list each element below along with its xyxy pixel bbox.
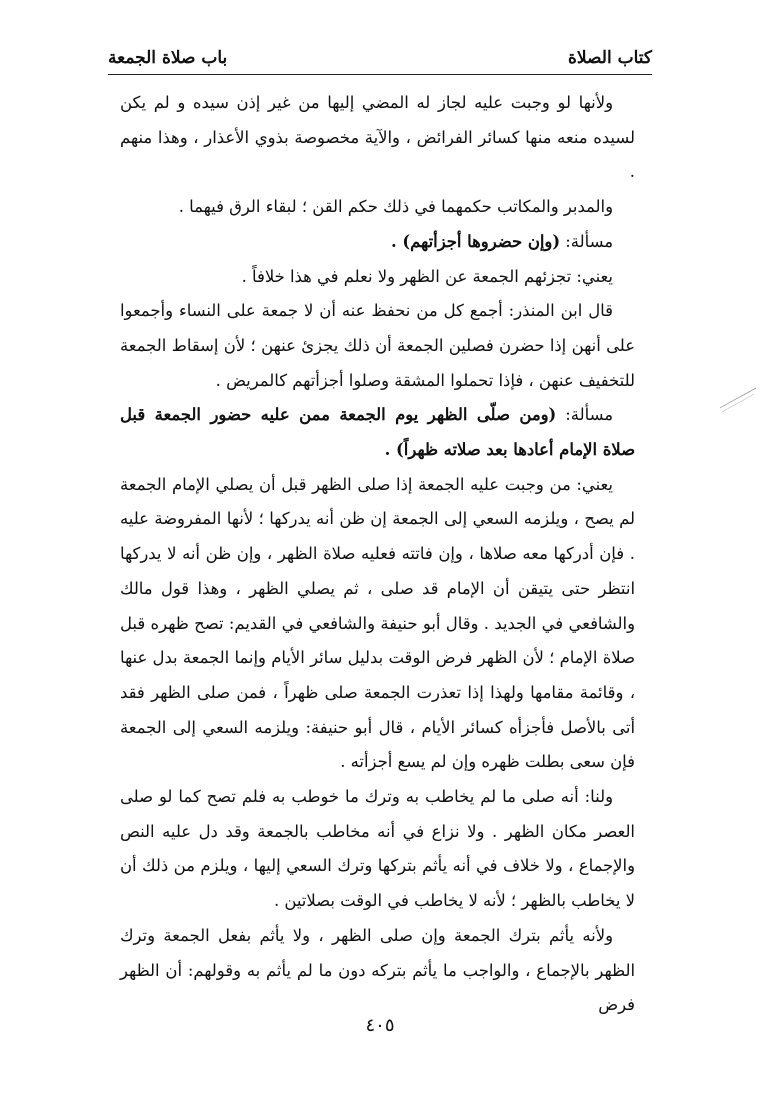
paragraph xyxy=(120,780,635,919)
paragraph-text: (وإن حضروها أجزأتهم) . xyxy=(390,231,561,251)
masala-heading xyxy=(120,225,635,260)
paragraph-text: قال ابن المنذر: أجمع كل من نحفظ عنه أن لا جمعة على النساء وأجمعوا على أنهن إذا حضرن فصلين الجمعة أن ذلك يجزئ عنهن ؛ لأن إسقاط الجمعة للتخفيف عنهن ، فإذا تحملوا المشقة وصلوا أجزأتهم كالمريض . xyxy=(120,301,635,390)
chapter-title: باب صلاة الجمعة xyxy=(108,48,228,68)
paragraph xyxy=(120,294,635,398)
paragraph-text: ولنا: أنه صلى ما لم يخاطب به وترك ما خوطب به فلم تصح كما لو صلى العصر مكان الظهر . ولا نزاع في أنه مخاطب بالجمعة وقد دل عليه النص والإجماع ، ولا خلاف في أنه يأثم بتركها وترك السعي إليها ، ويلزم من ذلك أن لا يخاطب بالظهر ؛ لأنه لا يخاطب في الوقت بصلاتين . xyxy=(120,787,635,911)
masala-label: مسألة: xyxy=(556,405,613,425)
running-header xyxy=(108,40,652,68)
paragraph xyxy=(120,190,635,225)
paragraph xyxy=(120,86,635,190)
book-title: كتاب الصلاة xyxy=(567,48,652,68)
page-number: ٤٠٥ xyxy=(365,1015,395,1036)
margin-pen-mark xyxy=(718,386,758,416)
paragraph-text: ولأنه يأثم بترك الجمعة وإن صلى الظهر ، ولا يأثم بفعل الجمعة وترك الظهر بالإجماع ، والواجب ما يأثم بتركه دون ما لم يأثم به وقولهم: أن الظهر فرض xyxy=(120,925,635,1015)
paragraph-text: (ومن صلّى الظهر يوم الجمعة ممن عليه حضور الجمعة قبل صلاة الإمام أعادها بعد صلاته ظهراً) . xyxy=(120,405,635,460)
paragraph-text: يعني: من وجبت عليه الجمعة إذا صلى الظهر قبل أن يصلي الإمام الجمعة لم يصح ، ويلزمه السعي إلى الجمعة إن ظن أنه يدركها ؛ لأنها المفروضة عليه . فإن أدركها معه صلاها ، وإن فاتته فعليه صلاة الظهر ، وإن ظن أنه لا يدركها انتظر حتى يتيقن أن الإمام قد صلى ، ثم يصلي الظهر ، وهذا قول مالك والشافعي في الجديد . وقال أبو حنيفة والشافعي في القديم: تصح ظهره قبل صلاة الإمام ؛ لأن الظهر فرض الوقت بدليل سائر الأيام وإنما الجمعة بدل عنها ، وقائمة مقامها ولهذا إذا تعذرت الجمعة صلى ظهراً ، فمن صلى الظهر فقد أتى بالأصل فأجزأه كسائر الأيام ، قال أبو حنيفة: ويلزمه السعي إلى الجمعة فإن سعى بطلت ظهره وإن لم يسع أجزأته . xyxy=(120,474,635,772)
paragraph-text: والمدبر والمكاتب حكمهما في ذلك حكم القن ؛ لبقاء الرق فيهما . xyxy=(178,197,613,217)
paragraph xyxy=(120,468,635,780)
paragraph-text: يعني: تجزئهم الجمعة عن الظهر ولا نعلم في هذا خلافاً . xyxy=(241,266,613,286)
masala-label: مسألة: xyxy=(560,231,613,251)
masala-heading xyxy=(120,398,635,467)
paragraph xyxy=(120,260,635,295)
paragraph-text: ولأنها لو وجبت عليه لجاز له المضي إليها من غير إذن سيده و لم يكن لسيده منعه منها كسائر الفرائض ، والآية مخصوصة بذوي الأعذار ، وهذا منهم . xyxy=(120,93,635,182)
paragraph xyxy=(120,919,635,1023)
header-rule xyxy=(108,74,652,75)
body-text xyxy=(120,86,635,1023)
